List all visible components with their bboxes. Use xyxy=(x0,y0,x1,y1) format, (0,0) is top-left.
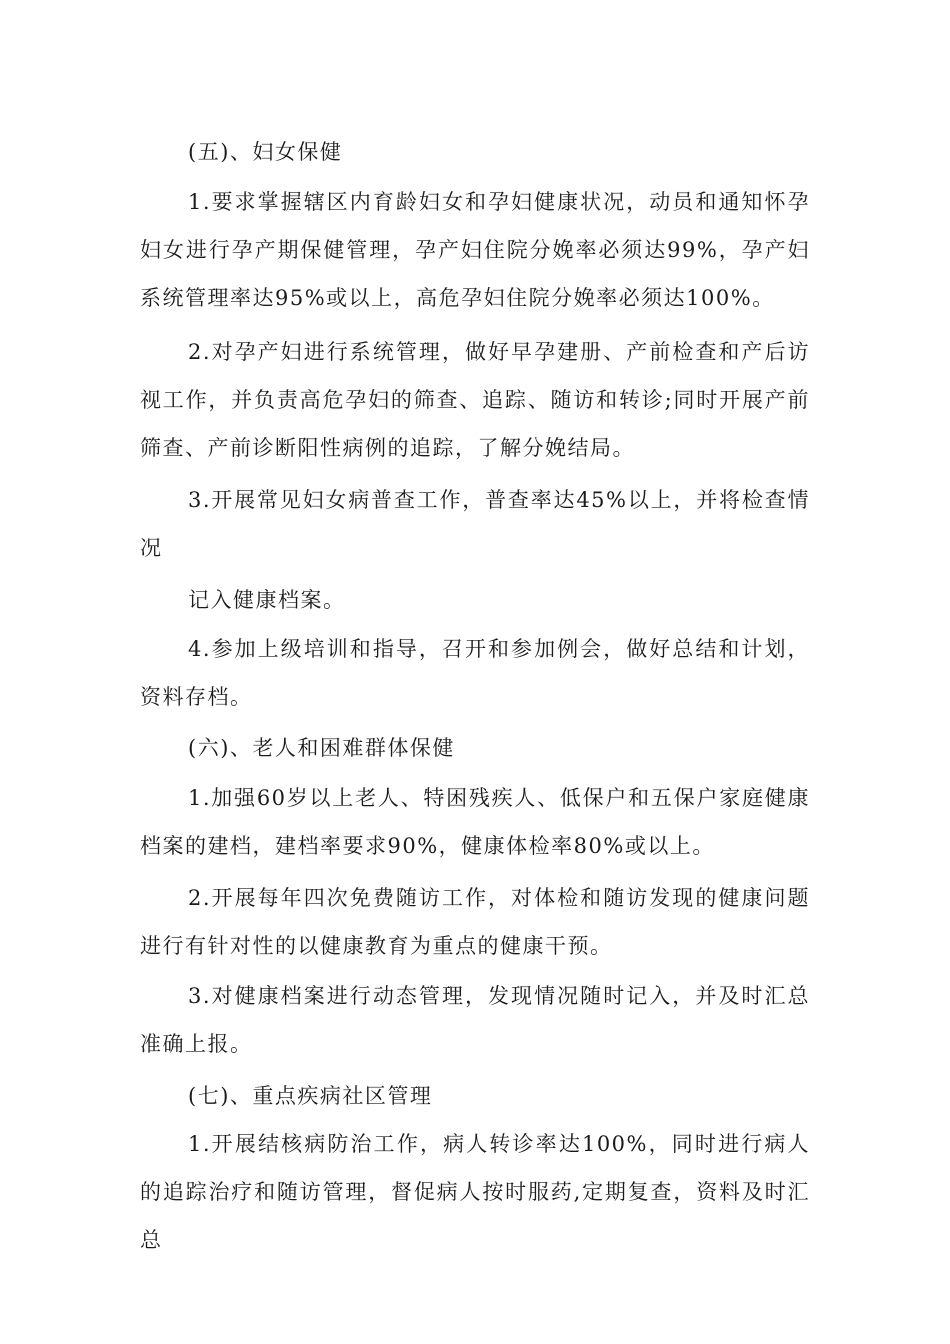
paragraph-women-1: 1.要求掌握辖区内育龄妇女和孕妇健康状况，动员和通知怀孕妇女进行孕产期保健管理，孕产妇住院分娩率必须达99%，孕产妇系统管理率达95%或以上，高危孕妇住院分娩率必须达100%。 xyxy=(140,190,810,310)
paragraph-elderly-1: 1.加强60岁以上老人、特困残疾人、低保户和五保户家庭健康档案的建档，建档率要求90%，健康体检率80%或以上。 xyxy=(140,786,810,858)
paragraph-elderly-3: 3.对健康档案进行动态管理，发现情况随时记入，并及时汇总准确上报。 xyxy=(140,984,810,1056)
paragraph-women-3: 3.开展常见妇女病普查工作，普查率达45%以上，并将检查情况 xyxy=(140,488,810,560)
paragraph-women-3-continued: 记入健康档案。 xyxy=(188,588,346,612)
paragraph-disease-1: 1.开展结核病防治工作，病人转诊率达100%，同时进行病人的追踪治疗和随访管理，督促病人按时服药,定期复查，资料及时汇总 xyxy=(140,1132,810,1252)
paragraph-women-4: 4.参加上级培训和指导，召开和参加例会，做好总结和计划，资料存档。 xyxy=(140,637,810,709)
paragraph-women-2: 2.对孕产妇进行系统管理，做好早孕建册、产前检查和产后访视工作，并负责高危孕妇的筛查、追踪、随访和转诊;同时开展产前筛查、产前诊断阳性病例的追踪，了解分娩结局。 xyxy=(140,340,810,460)
section-heading-disease-management: (七)、重点疾病社区管理 xyxy=(188,1084,433,1108)
section-heading-women-health: (五)、妇女保健 xyxy=(188,140,343,164)
paragraph-elderly-2: 2.开展每年四次免费随访工作，对体检和随访发现的健康问题进行有针对性的以健康教育为重点的健康干预。 xyxy=(140,886,810,958)
section-heading-elderly-health: (六)、老人和困难群体保健 xyxy=(188,736,455,760)
